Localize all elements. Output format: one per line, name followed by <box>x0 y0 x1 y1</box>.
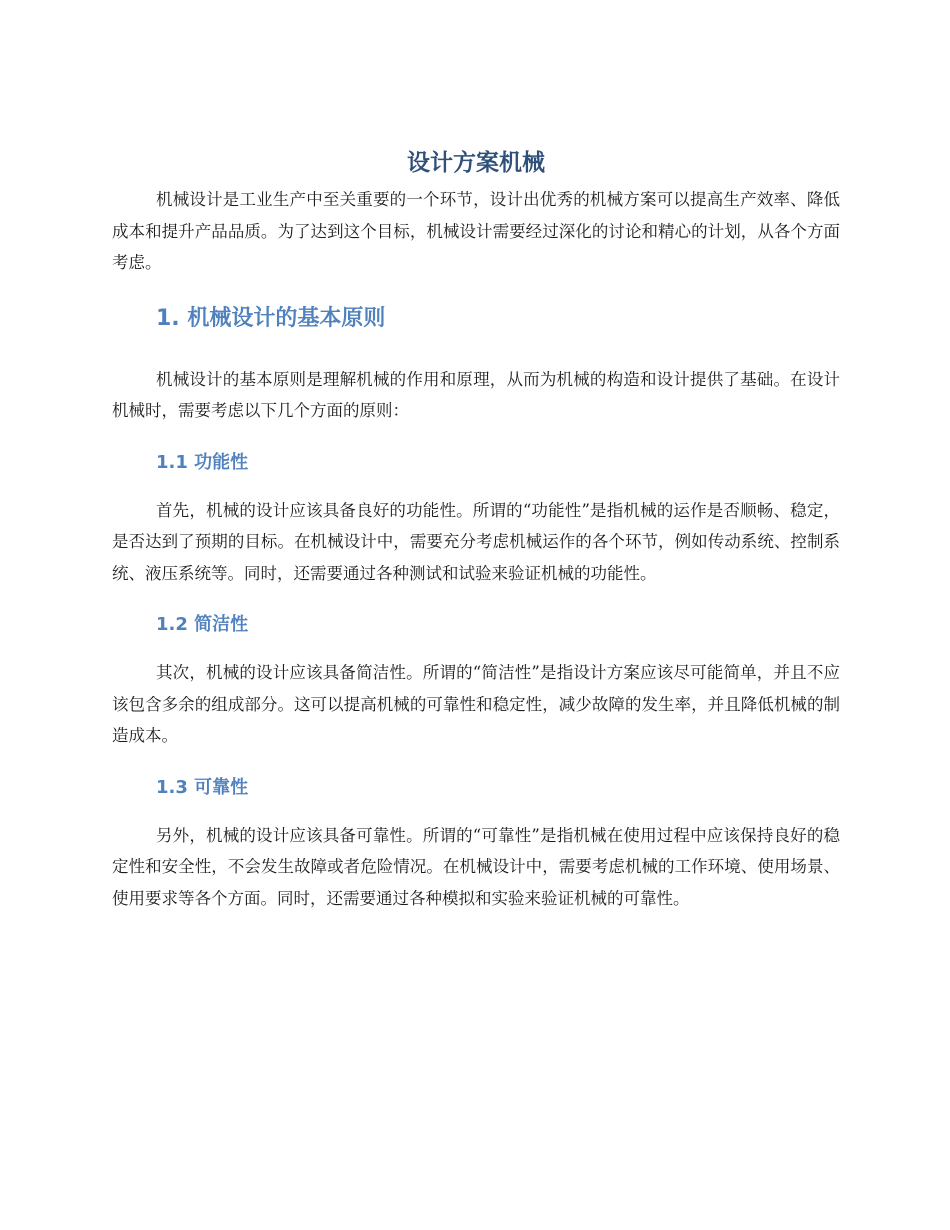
document-title: 设计方案机械 <box>407 150 545 176</box>
subsection-paragraph-simplicity: 其次，机械的设计应该具备简洁性。所谓的“简洁性”是指设计方案应该尽可能简单，并且不应该包含多余的组成部分。这可以提高机械的可靠性和稳定性，减少故障的发生率，并且降低机械的制造成本。 <box>112 663 840 745</box>
intro-paragraph: 机械设计是工业生产中至关重要的一个环节，设计出优秀的机械方案可以提高生产效率、降低成本和提升产品品质。为了达到这个目标，机械设计需要经过深化的讨论和精心的计划，从各个方面考虑。 <box>112 190 840 272</box>
subsection-heading-simplicity: 1.2 简洁性 <box>156 614 249 635</box>
subsection-heading-functionality: 1.1 功能性 <box>156 451 249 473</box>
document-content <box>112 146 840 914</box>
section-paragraph-principles: 机械设计的基本原则是理解机械的作用和原理，从而为机械的构造和设计提供了基础。在设计机械时，需要考虑以下几个方面的原则： <box>112 369 840 420</box>
subsection-paragraph-functionality: 首先，机械的设计应该具备良好的功能性。所谓的“功能性”是指机械的运作是否顺畅、稳定，是否达到了预期的目标。在机械设计中，需要充分考虑机械运作的各个环节，例如传动系统、控制系统、液压系统等。同时，还需要通过各种测试和试验来验证机械的功能性。 <box>112 500 840 583</box>
section-heading-principles: 1. 机械设计的基本原则 <box>156 305 386 331</box>
subsection-heading-reliability: 1.3 可靠性 <box>156 776 249 798</box>
subsection-paragraph-reliability: 另外，机械的设计应该具备可靠性。所谓的“可靠性”是指机械在使用过程中应该保持良好的稳定性和安全性，不会发生故障或者危险情况。在机械设计中，需要考虑机械的工作环境、使用场景、使用要求等各个方面。同时，还需要通过各种模拟和实验来验证机械的可靠性。 <box>112 825 840 908</box>
